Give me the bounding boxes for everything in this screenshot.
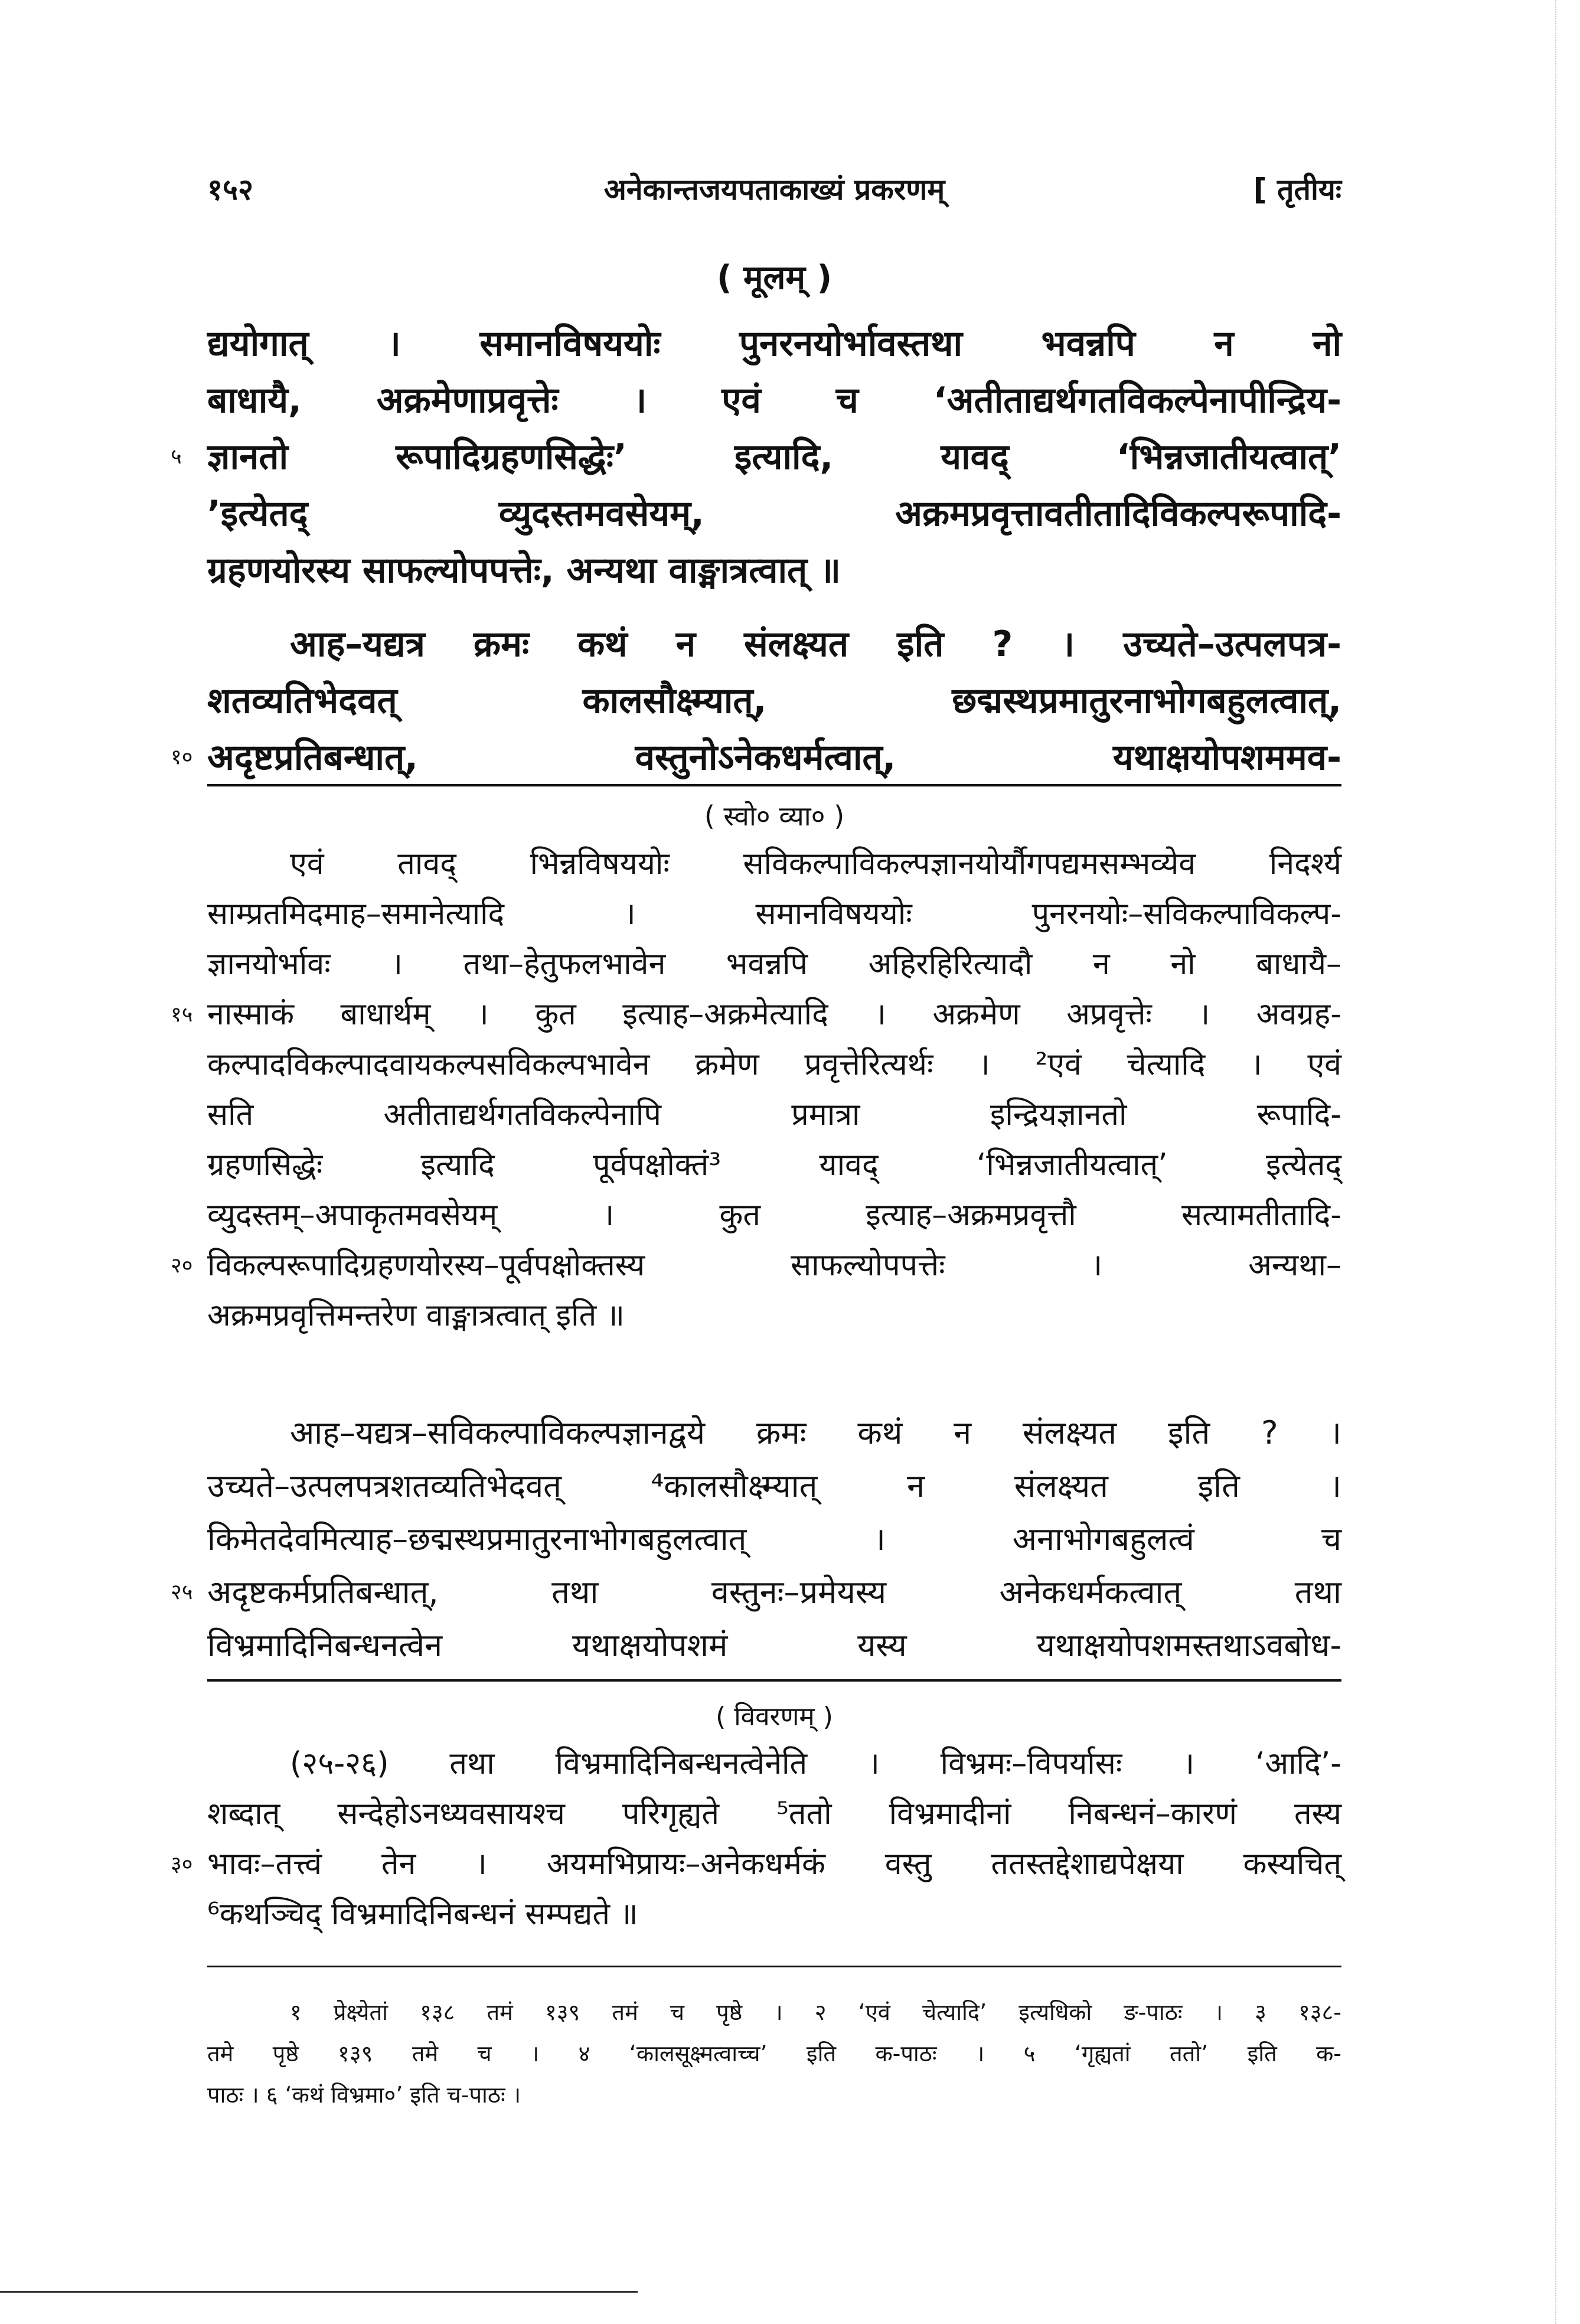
line-text: विभ्रमादिनिबन्धनत्वेन यथाक्षयोपशमं यस्य यथाक्षयोपशमस्तथाऽवबोध- xyxy=(207,1627,1341,1664)
line-text: भावः–तत्त्वं तेन । अयमभिप्रायः–अनेकधर्मकं वस्तु ततस्तद्देशाद्यपेक्षया कस्यचित् xyxy=(207,1846,1341,1882)
line-text: अदृष्टप्रतिबन्धात्, वस्तुनोऽनेकधर्मत्वात्, यथाक्षयोपशममव- xyxy=(207,737,1341,778)
text-line xyxy=(207,315,1341,372)
line-number: १० xyxy=(171,745,193,769)
text-line xyxy=(207,372,1341,429)
line-text: एवं तावद् भिन्नविषययोः सविकल्पाविकल्पज्ञानयोर्यौगपद्यमसम्भव्येव निदर्श्य xyxy=(290,846,1341,882)
scan-edge-line xyxy=(0,2291,638,2293)
text-line xyxy=(171,1241,1341,1291)
line-text: शब्दात् सन्देहोऽनध्यवसायश्च परिगृह्यते ⁵ततो विभ्रमादीनां निबन्धनं–कारणं तस्य xyxy=(207,1796,1341,1832)
scan-page-edge xyxy=(1555,0,1580,2324)
text-line xyxy=(207,1291,1341,1341)
commentary-heading: ( स्वो० व्या० ) xyxy=(704,800,845,832)
line-text: ग्रहणयोरस्य साफल्योपपत्तेः, अन्यथा वाङ्मात्रत्वात् ॥ xyxy=(207,550,841,591)
commentary-paragraph-2 xyxy=(171,1406,1341,1672)
text-line xyxy=(207,1992,1341,2033)
text-line xyxy=(171,990,1341,1040)
section-divider xyxy=(207,784,1341,786)
line-text: उच्यते–उत्पलपत्रशतव्यतिभेदवत् ⁴कालसौक्ष्म्यात् न संलक्ष्यत इति । xyxy=(207,1467,1341,1504)
line-text: सति अतीताद्यर्थगतविकल्पेनापि प्रमात्रा इन्द्रियज्ञानतो रूपादि- xyxy=(207,1097,1341,1132)
text-line xyxy=(207,1090,1341,1140)
text-line xyxy=(207,1889,1341,1940)
text-line xyxy=(207,1619,1341,1672)
text-line xyxy=(171,729,1341,786)
section-label: [ तृतीयः xyxy=(1253,172,1341,207)
text-line xyxy=(171,1566,1341,1619)
line-text: ज्ञानतो रूपादिग्रहणसिद्धेः’ इत्यादि, यावद् ‘भिन्नजातीयत्वात्’ xyxy=(207,436,1341,478)
section-divider xyxy=(207,1679,1341,1682)
mula-paragraph-1 xyxy=(171,315,1341,599)
line-text: अदृष्टकर्मप्रतिबन्धात्, तथा वस्तुनः–प्रमेयस्य अनेकधर्मकत्वात् तथा xyxy=(207,1574,1341,1611)
line-text: किमेतदेवमित्याह–छद्मस्थप्रमातुरनाभोगबहुलत्वात् । अनाभोगबहुलत्वं च xyxy=(207,1520,1341,1558)
line-number: ३० xyxy=(171,1852,193,1876)
text-line xyxy=(207,889,1341,939)
text-line xyxy=(207,1789,1341,1839)
line-text: बाधायै, अक्रमेणाप्रवृत्तेः । एवं च ‘अतीताद्यर्थगतविकल्पेनापीन्द्रिय- xyxy=(207,380,1341,421)
page-header xyxy=(207,168,1341,211)
line-number: २५ xyxy=(171,1580,193,1604)
line-text: अक्रमप्रवृत्तिमन्तरेण वाङ्मात्रत्वात् इति ॥ xyxy=(207,1298,625,1333)
line-text: पाठः । ६ ‘कथं विभ्रमा०’ इति च-पाठः । xyxy=(207,2082,521,2108)
text-line xyxy=(171,429,1341,485)
footnote-divider xyxy=(207,1966,1341,1967)
mula-heading: ( मूलम् ) xyxy=(716,259,833,297)
line-text: व्युदस्तम्–अपाकृतमवसेयम् । कुत इत्याह–अक्रमप्रवृत्तौ सत्यामतीतादि- xyxy=(207,1197,1341,1233)
vivaranam-paragraph xyxy=(171,1739,1341,1940)
page-number: १५२ xyxy=(207,172,253,207)
vivaranam-heading: ( विवरणम् ) xyxy=(716,1702,833,1732)
text-line xyxy=(207,616,1341,673)
text-line xyxy=(207,485,1341,542)
text-line xyxy=(207,1040,1341,1090)
text-line xyxy=(207,2074,1341,2116)
line-number: ५ xyxy=(171,445,182,469)
line-text: नास्माकं बाधार्थम् । कुत इत्याह–अक्रमेत्यादि । अक्रमेण अप्रवृत्तेः । अवग्रह- xyxy=(207,997,1341,1032)
running-title: अनेकान्तजयपताकाख्यं प्रकरणम् xyxy=(603,172,945,207)
text-line xyxy=(207,1140,1341,1190)
line-text: द्ययोगात् । समानविषययोः पुनरनयोर्भावस्तथा भवन्नपि न नो xyxy=(207,323,1341,364)
footnotes xyxy=(207,1992,1341,2116)
line-text: १ प्रेक्ष्येतां १३८ तमं १३९ तमं च पृष्ठे । २ ‘एवं चेत्यादि’ इत्यधिको ङ-पाठः । ३ १३८- xyxy=(290,1999,1341,2025)
text-line xyxy=(207,1190,1341,1241)
line-text: आह–यद्यत्र–सविकल्पाविकल्पज्ञानद्वये क्रमः कथं न संलक्ष्यत इति ? । xyxy=(290,1414,1341,1451)
text-line xyxy=(207,542,1341,599)
line-text: ग्रहणसिद्धेः इत्यादि पूर्वपक्षोक्तं³ यावद् ‘भिन्नजातीयत्वात्’ इत्येतद् xyxy=(207,1147,1341,1183)
mula-paragraph-2 xyxy=(171,616,1341,786)
text-line xyxy=(207,839,1341,889)
line-text: तमे पृष्ठे १३९ तमे च । ४ ‘कालसूक्ष्मत्वाच्च’ इति क-पाठः । ५ ‘गृह्यतां ततो’ इति क- xyxy=(207,2041,1341,2067)
line-number: २० xyxy=(171,1254,193,1278)
line-text: आह–यद्यत्र क्रमः कथं न संलक्ष्यत इति ? । उच्यते–उत्पलपत्र- xyxy=(290,624,1341,665)
text-line xyxy=(207,2033,1341,2074)
line-text: कल्पादविकल्पादवायकल्पसविकल्पभावेन क्रमेण प्रवृत्तेरित्यर्थः । ²एवं चेत्यादि । एवं xyxy=(207,1047,1341,1082)
commentary-paragraph-1 xyxy=(171,839,1341,1341)
line-number: १५ xyxy=(171,1003,193,1027)
text-line xyxy=(207,673,1341,729)
line-text: विकल्परूपादिग्रहणयोरस्य–पूर्वपक्षोक्तस्य साफल्योपपत्तेः । अन्यथा– xyxy=(207,1248,1341,1283)
line-text: (२५-२६) तथा विभ्रमादिनिबन्धनत्वेनेति । विभ्रमः–विपर्यासः । ‘आदि’- xyxy=(290,1746,1341,1781)
text-line xyxy=(207,1406,1341,1460)
text-line xyxy=(171,1839,1341,1889)
line-text: साम्प्रतमिदमाह–समानेत्यादि । समानविषययोः पुनरनयोः–सविकल्पाविकल्प- xyxy=(207,896,1341,932)
line-text: शतव्यतिभेदवत् कालसौक्ष्म्यात्, छद्मस्थप्रमातुरनाभोगबहुलत्वात्, xyxy=(207,680,1341,722)
line-text: ज्ञानयोर्भावः । तथा–हेतुफलभावेन भवन्नपि अहिरहिरित्यादौ न नो बाधायै– xyxy=(207,946,1341,982)
text-line xyxy=(207,1739,1341,1789)
line-text: ’इत्येतद् व्युदस्तमवसेयम्, अक्रमप्रवृत्तावतीतादिविकल्परूपादि- xyxy=(207,493,1341,534)
text-line xyxy=(207,939,1341,990)
text-line xyxy=(207,1513,1341,1566)
text-line xyxy=(207,1460,1341,1513)
line-text: ⁶कथञ्चिद् विभ्रमादिनिबन्धनं सम्पद्यते ॥ xyxy=(207,1897,638,1932)
